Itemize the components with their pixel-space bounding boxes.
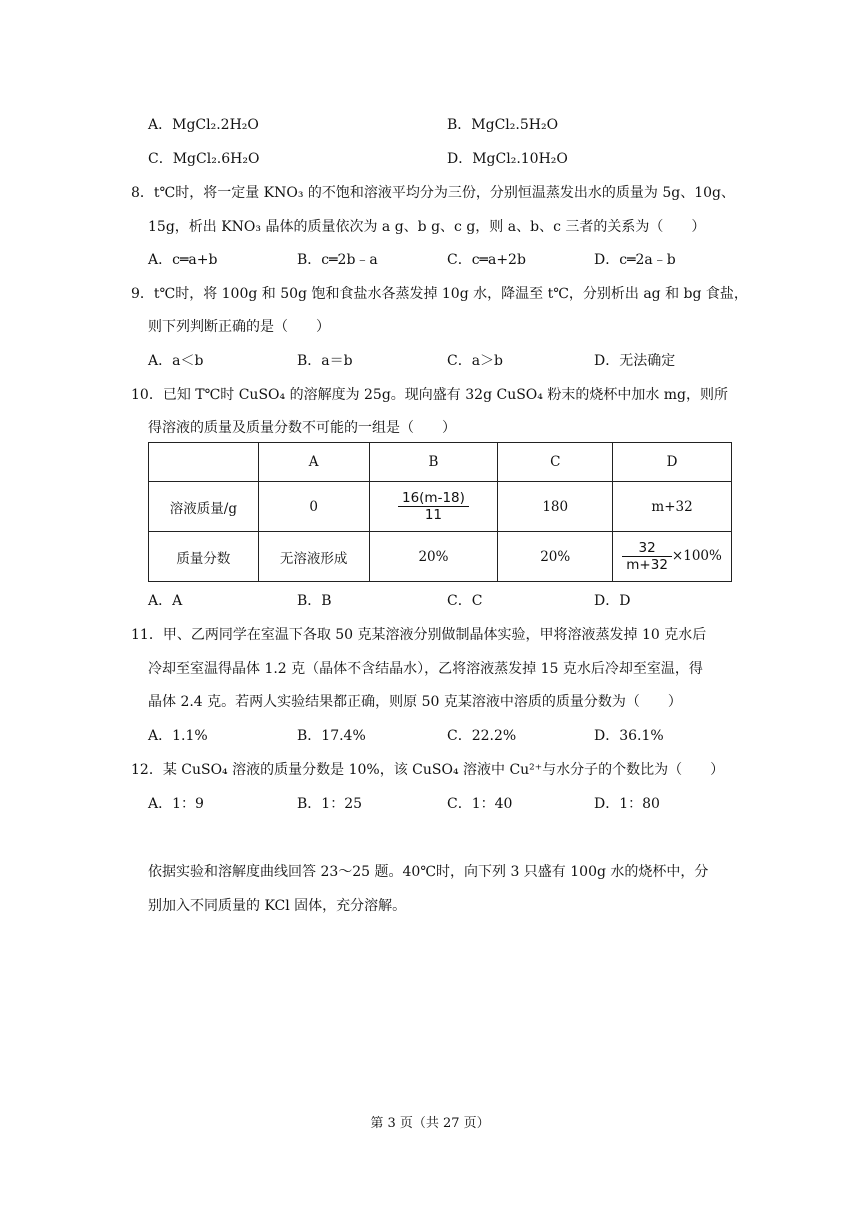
q11-option-b: B．17.4% [297, 728, 366, 744]
q8-option-d: D．c═2a﹣b [594, 252, 676, 268]
row1-cell-c: 180 [498, 482, 613, 532]
row1-cell-d: m+32 [613, 482, 732, 532]
q12-option-b: B．1：25 [297, 796, 363, 812]
q9-text-line2: 则下列判断正确的是（ ） [148, 319, 330, 335]
q10-table [148, 442, 732, 582]
page-footer: 第 3 页（共 27 页） [370, 1116, 490, 1131]
fraction-d [622, 540, 672, 573]
q8-text-line1: 8．t℃时，将一定量 KNO₃ 的不饱和溶液平均分为三份，分别恒温蒸发出水的质量为 5g、10g、 [131, 185, 735, 201]
q10-option-a: A．A [148, 593, 183, 609]
fraction-d-denominator: m+32 [626, 557, 668, 573]
row2-cell-d [613, 532, 732, 582]
intro-text-line1: 依据实验和溶解度曲线回答 23～25 题。40℃时，向下列 3 只盛有 100g 水的烧杯中，分 [148, 864, 709, 880]
q9-option-a: A．a＜b [148, 353, 204, 369]
q11-text-line1: 11．甲、乙两同学在室温下各取 50 克某溶液分别做制晶体实验，甲将溶液蒸发掉 10 克水后 [131, 627, 707, 643]
table-header-d: D [613, 443, 732, 482]
q7-option-b: B．MgCl₂.5H₂O [447, 117, 559, 133]
table-header-c: C [498, 443, 613, 482]
row2-cell-b: 20% [369, 532, 498, 582]
table-header-row [149, 443, 732, 482]
q11-option-c: C．22.2% [447, 728, 517, 744]
q7-option-a: A．MgCl₂.2H₂O [148, 117, 259, 133]
q8-option-b: B．c═2b﹣a [297, 252, 378, 268]
table-header-empty [149, 443, 259, 482]
q10-text-line1: 10．已知 T℃时 CuSO₄ 的溶解度为 25g。现向盛有 32g CuSO₄ 粉末的烧杯中加水 mg，则所 [131, 387, 729, 403]
row2-cell-c: 20% [498, 532, 613, 582]
q11-text-line3: 晶体 2.4 克。若两人实验结果都正确，则原 50 克某溶液中溶质的质量分数为（ ） [148, 694, 682, 710]
q8-text-line2: 15g，析出 KNO₃ 晶体的质量依次为 a g、b g、c g，则 a、b、c 三者的关系为（ ） [148, 219, 706, 235]
q12-option-d: D．1：80 [594, 796, 660, 812]
table-row-mass-fraction [149, 532, 732, 582]
q9-option-c: C．a＞b [447, 353, 504, 369]
intro-text-line2: 别加入不同质量的 KCl 固体，充分溶解。 [148, 898, 407, 914]
table-header-a: A [258, 443, 369, 482]
table-row-solution-mass [149, 482, 732, 532]
q7-option-c: C．MgCl₂.6H₂O [148, 151, 260, 167]
row1-cell-b [369, 482, 498, 532]
q10-option-b: B．B [297, 593, 332, 609]
q10-option-c: C．C [447, 593, 483, 609]
q10-text-line2: 得溶液的质量及质量分数不可能的一组是（ ） [148, 420, 456, 436]
fraction-d-numerator: 32 [622, 540, 672, 557]
table-header-b: B [369, 443, 498, 482]
q9-option-d: D．无法确定 [594, 353, 676, 369]
q10-option-d: D．D [594, 593, 631, 609]
row1-label: 溶液质量/g [149, 482, 259, 532]
q11-text-line2: 冷却至室温得晶体 1.2 克（晶体不含结晶水），乙将溶液蒸发掉 15 克水后冷却至室温，得 [148, 661, 703, 677]
q8-option-c: C．c═a+2b [447, 252, 526, 268]
q9-option-b: B．a＝b [297, 353, 353, 369]
q8-option-a: A．c═a+b [148, 252, 218, 268]
q7-option-d: D．MgCl₂.10H₂O [447, 151, 568, 167]
q11-option-a: A．1.1% [148, 728, 208, 744]
fraction-b-denominator: 11 [424, 507, 443, 523]
row2-label: 质量分数 [149, 532, 259, 582]
fraction-b [398, 490, 469, 523]
row1-cell-a: 0 [258, 482, 369, 532]
row2-cell-a: 无溶液形成 [258, 532, 369, 582]
fraction-d-suffix: ×100% [671, 548, 722, 564]
q11-option-d: D．36.1% [594, 728, 664, 744]
q12-text-line1: 12．某 CuSO₄ 溶液的质量分数是 10%，该 CuSO₄ 溶液中 Cu²⁺与水分子的个数比为（ ） [131, 762, 725, 778]
q12-option-c: C．1：40 [447, 796, 513, 812]
q12-option-a: A．1：9 [148, 796, 204, 812]
fraction-b-numerator: 16(m-18) [398, 490, 469, 507]
q9-text-line1: 9．t℃时，将 100g 和 50g 饱和食盐水各蒸发掉 10g 水，降温至 t℃，分别析出 ag 和 bg 食盐， [131, 286, 748, 302]
